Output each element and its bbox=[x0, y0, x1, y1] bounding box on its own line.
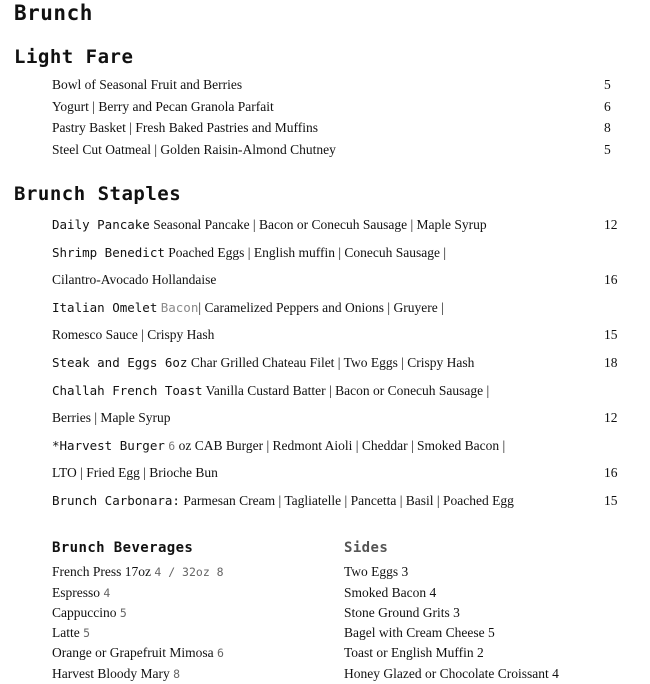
menu-item-name: Daily Pancake bbox=[52, 217, 150, 233]
menu-item-price: 12 bbox=[604, 410, 618, 426]
menu-item bbox=[0, 321, 650, 349]
list-item: Toast or English Muffin 2 bbox=[344, 645, 484, 661]
menu-item-price: 15 bbox=[604, 492, 618, 508]
list-item bbox=[52, 643, 344, 663]
menu-item-price: 8 bbox=[604, 120, 611, 136]
menu-item-description: Yogurt | Berry and Pecan Granola Parfait bbox=[52, 98, 274, 114]
beverage-name: Cappuccino bbox=[52, 604, 117, 620]
menu-item-detail: Vanilla Custard Batter | Bacon or Conecuh Sausage | bbox=[205, 382, 490, 398]
beverage-name: Espresso bbox=[52, 584, 100, 600]
menu-item bbox=[0, 349, 650, 377]
beverage-name: French Press 17oz bbox=[52, 564, 151, 580]
section-title-light-fare: Light Fare bbox=[14, 46, 134, 69]
menu-item-name: Italian Omelet bbox=[52, 299, 158, 315]
list-item bbox=[52, 603, 344, 623]
menu-item-size: 6 bbox=[168, 438, 176, 453]
menu-item bbox=[0, 487, 650, 515]
menu-item-description bbox=[52, 215, 590, 235]
menu-item-detail: Seasonal Pancake | Bacon or Conecuh Sausage | Maple Syrup bbox=[153, 217, 487, 233]
menu-item-description bbox=[52, 243, 590, 263]
brunch-staples-list bbox=[0, 211, 650, 514]
beverages-column bbox=[52, 540, 344, 684]
list-item: Bagel with Cream Cheese 5 bbox=[344, 625, 495, 641]
menu-item-detail: | Caramelized Peppers and Onions | Gruyere | bbox=[198, 299, 444, 315]
menu-item-price: 12 bbox=[604, 217, 618, 233]
beverage-price: 5 bbox=[119, 605, 127, 620]
sides-list bbox=[344, 562, 650, 684]
menu-item-description: Cilantro-Avocado Hollandaise bbox=[52, 272, 217, 288]
list-item bbox=[52, 583, 344, 603]
menu-item-name: Challah French Toast bbox=[52, 382, 203, 398]
menu-item bbox=[0, 459, 650, 487]
menu-item-description: Berries | Maple Syrup bbox=[52, 410, 171, 426]
menu-item-price: 16 bbox=[604, 272, 618, 288]
menu-item-name: *Harvest Burger bbox=[52, 437, 165, 453]
menu-item-detail: Poached Eggs | English muffin | Conecuh Sausage | bbox=[168, 244, 447, 260]
menu-item-detail: oz CAB Burger | Redmont Aioli | Cheddar | Smoked Bacon | bbox=[178, 437, 506, 453]
menu-item-price: 5 bbox=[604, 141, 611, 157]
beverage-price: 5 bbox=[83, 626, 91, 641]
menu-item-description bbox=[52, 353, 590, 373]
section-title-brunch-staples: Brunch Staples bbox=[14, 183, 182, 206]
beverage-price: 4 / 32oz 8 bbox=[154, 565, 224, 580]
menu-item-price: 5 bbox=[604, 76, 611, 92]
menu-item bbox=[0, 117, 650, 139]
beverage-name: Orange or Grapefruit Mimosa bbox=[52, 645, 214, 661]
beverage-price: 6 bbox=[216, 646, 224, 661]
list-item: Honey Glazed or Chocolate Croissant 4 bbox=[344, 665, 559, 681]
bottom-columns bbox=[0, 514, 650, 684]
menu-item-price: 15 bbox=[604, 327, 618, 343]
menu-item bbox=[0, 432, 650, 460]
sides-column bbox=[344, 540, 650, 684]
beverage-price: 4 bbox=[103, 585, 111, 600]
list-item bbox=[52, 664, 344, 684]
beverage-name: Latte bbox=[52, 625, 80, 641]
menu-item-description: Bowl of Seasonal Fruit and Berries bbox=[52, 76, 243, 92]
menu-item bbox=[0, 377, 650, 405]
menu-item-name: Brunch Carbonara: bbox=[52, 492, 180, 508]
menu-item bbox=[0, 211, 650, 239]
sides-title: Sides bbox=[344, 540, 389, 557]
list-item: Two Eggs 3 bbox=[344, 564, 409, 580]
beverages-title: Brunch Beverages bbox=[52, 540, 194, 557]
menu-item-price: 6 bbox=[604, 98, 611, 114]
beverages-list bbox=[52, 562, 344, 684]
menu-item-description bbox=[52, 436, 590, 456]
list-item: Stone Ground Grits 3 bbox=[344, 604, 460, 620]
menu-item bbox=[0, 266, 650, 294]
menu-item-name: Steak and Eggs 6oz bbox=[52, 354, 188, 370]
menu-item-name-secondary: Bacon bbox=[160, 299, 199, 315]
page-title: Brunch bbox=[14, 1, 93, 25]
menu-item-price: 16 bbox=[604, 465, 618, 481]
list-item bbox=[52, 562, 344, 582]
menu-item bbox=[0, 404, 650, 432]
menu-item-description: Steel Cut Oatmeal | Golden Raisin-Almond Chutney bbox=[52, 141, 336, 157]
menu-item-description: LTO | Fried Egg | Brioche Bun bbox=[52, 465, 218, 481]
menu-item-price: 18 bbox=[604, 354, 618, 370]
menu-item bbox=[0, 239, 650, 267]
menu-item-detail: Char Grilled Chateau Filet | Two Eggs | Crispy Hash bbox=[190, 354, 475, 370]
menu-item bbox=[0, 96, 650, 118]
list-item: Smoked Bacon 4 bbox=[344, 584, 437, 600]
menu-item-description bbox=[52, 298, 590, 318]
menu-item-description bbox=[52, 381, 590, 401]
menu-item-description bbox=[52, 491, 590, 511]
menu-item-detail: Parmesan Cream | Tagliatelle | Pancetta | Basil | Poached Egg bbox=[183, 492, 514, 508]
menu-item bbox=[0, 74, 650, 96]
list-item bbox=[52, 623, 344, 643]
beverage-price: 8 bbox=[173, 666, 181, 681]
beverage-name: Harvest Bloody Mary bbox=[52, 665, 170, 681]
menu-item-description: Romesco Sauce | Crispy Hash bbox=[52, 327, 215, 343]
menu-item bbox=[0, 294, 650, 322]
menu-item-name: Shrimp Benedict bbox=[52, 244, 165, 260]
menu-item bbox=[0, 139, 650, 161]
light-fare-list bbox=[0, 74, 650, 160]
menu-item-description: Pastry Basket | Fresh Baked Pastries and Muffins bbox=[52, 120, 319, 136]
